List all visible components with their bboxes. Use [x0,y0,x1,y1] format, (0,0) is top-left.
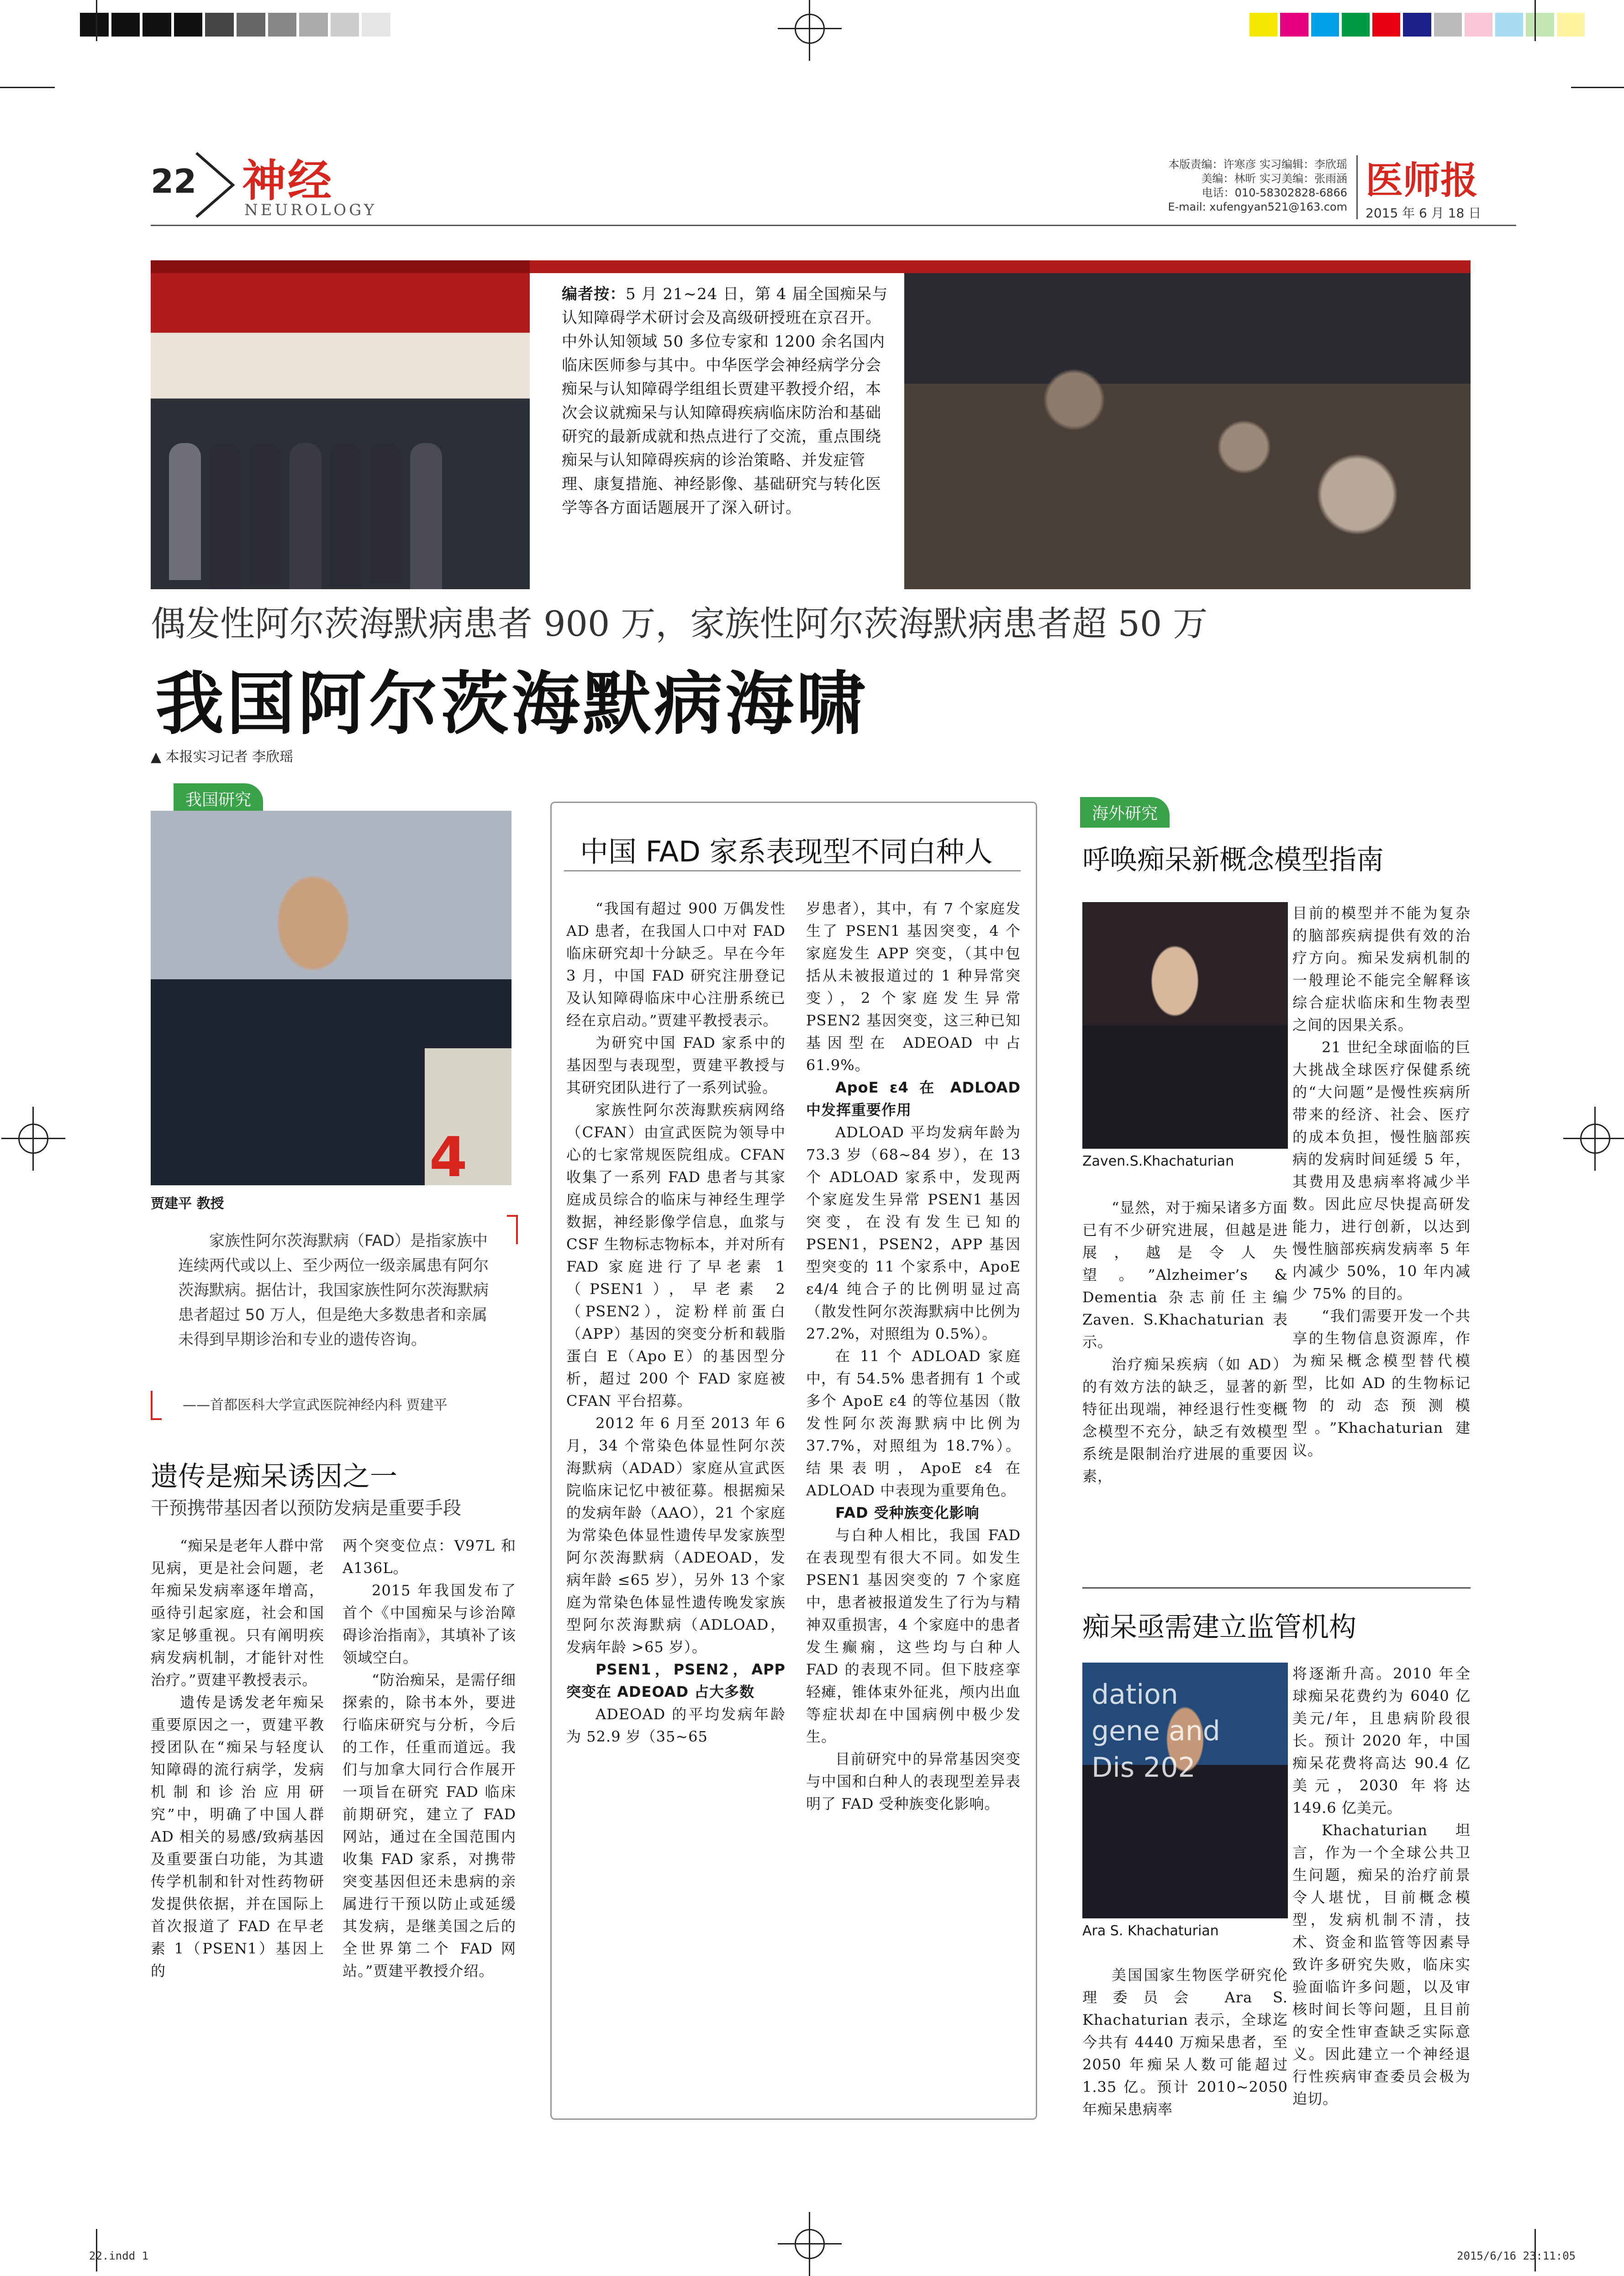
quote-bracket [151,1391,162,1420]
color-swatch [1280,13,1308,37]
paragraph: 目前的模型并不能为复杂的脑部疾病提供有效的治疗方向。痴呆发病机制的一般理论不能完全解释该综合症状临床和生物表型之间的因果关系。 [1292,904,1471,1034]
top-black-bar [80,13,390,37]
editor-note-text: 5 月 21~24 日，第 4 届全国痴呆与认知障碍学术研讨会及高级研授班在京召开。中外认知领域 50 多位专家和 1200 余名国内临床医师参与其中。中华医学会神经病学分会痴呆与认知障碍学组组长贾建平教授介绍，本次会议就痴呆与认知障碍疾病临床防治和基础研究的最新成就和热点进行了交流，重点围绕痴呆与认知障碍疾病的诊治策略、并发症管理、康复措施、神经影像、基础研究与转化医学等各方面话题展开了深入研讨。 [562,285,888,517]
paragraph: 2012 年 6 月至 2013 年 6 月，34 个常染色体显性阿尔茨海默病（ADAD）家庭从宣武医院临床记忆中被征募。根据痴呆的发病年龄（AAO），21 个家庭为常染色体显性遗传早发家族型阿尔茨海默病（ADEOAD，发病年龄 ≤65 岁），另外 13 个家庭为常染色体显性遗传晚发家族型阿尔茨海默病（ADLOAD，发病年龄 >65 岁）。 [566,1415,786,1656]
color-swatch [1372,13,1400,37]
sub-headline: 偶发性阿尔茨海默病患者 900 万，家族性阿尔茨海默病患者超 50 万 [151,603,1208,644]
color-calibration-bar [1247,13,1585,37]
chevron-icon [192,148,242,222]
color-swatch [1495,13,1523,37]
ara-khachaturian-photo: dation gene and Dis 202 [1082,1663,1288,1918]
paragraph: 在 11 个 ADLOAD 家庭中，有 54.5% 患者拥有 1 个或多个 ApoE ε4 的等位基因（散发性阿尔茨海默病中比例为 37.7%，对照组为 18.7%）。结果表明，ApoE ε4 在 ADLOAD 中表现为重要角色。 [806,1347,1021,1499]
photo-caption: 贾建平 教授 [151,1196,224,1212]
newspaper-logo: 医师报 [1366,158,1478,202]
credit-line: 本版责编：许寒彦 实习编辑：李欣瑶 [1168,158,1347,171]
color-swatch [1434,13,1462,37]
paragraph: 与白种人相比，我国 FAD 在表现型有很大不同。如发生 PSEN1 基因突变的 7 个家庭中，患者被报道发生了行为与精神双重损害，4 个家庭中的患者发生癫痫，这些均与白种人 FAD 的表现不同。但下肢痉挛轻瘫，锥体束外征兆，颅内出血等症状却在中国病例中极少发生。 [806,1526,1021,1745]
registration-mark-left [18,1124,48,1154]
paragraph: 岁患者），其中，有 7 个家庭发生了 PSEN1 基因突变，4 个家庭发生 APP 突变，（其中包括从未被报道过的 1 种异常突变），2 个家庭发生异常 PSEN2 基因突变，这三种已知基因型在 ADEOAD 中占 61.9%。 [806,900,1021,1074]
quote-bracket [507,1215,518,1244]
overseas-research-tag: 海外研究 [1080,797,1170,828]
registration-mark-right [1580,1124,1610,1154]
fad-column-2 [806,898,1021,1815]
registration-mark-bottom [795,2229,825,2259]
crop-mark [96,0,97,41]
credit-line: E-mail: xufengyan521@163.com [1168,201,1347,213]
domestic-research-tag: 我国研究 [174,783,263,814]
paragraph: 遗传是诱发老年痴呆重要原因之一，贾建平教授团队在“痴呆与轻度认知障碍的流行病学，发病机制和诊治应用研究”中，明确了中国人群 AD 相关的易感/致病基因及重要蛋白功能，为其遗传学机制和针对性药物研发提供依据，并在国际上首次报道了 FAD 在早老素 1（PSEN1）基因上的 [151,1694,324,1980]
crop-mark [1571,87,1624,88]
paragraph: 2015 年我国发布了首个《中国痴呆与诊治障碍诊治指南》，其填补了该领域空白。 [343,1582,517,1666]
overseas-column-left [1082,1197,1288,1488]
footer-timestamp: 2015/6/16 23:11:05 [1457,2250,1576,2262]
zaven-khachaturian-photo [1082,902,1288,1149]
photo-caption: Ara S. Khachaturian [1082,1923,1219,1939]
paragraph: 为研究中国 FAD 家系中的基因型与表现型，贾建平教授与其研究团队进行了一系列试验。 [566,1034,786,1096]
registration-mark-top [795,14,825,44]
regulation-column-left [1082,1964,1288,2121]
photo-caption: Zaven.S.Khachaturian [1082,1153,1234,1169]
issue-date: 2015 年 6 月 18 日 [1366,206,1482,221]
paragraph: 家族性阿尔茨海默疾病网络（CFAN）由宣武医院为领导中心的七家常规医院组成。CFAN 收集了一系列 FAD 患者与其家庭成员综合的临床与神经生理学数据，神经影像学信息，血浆与 CSF 生物标志物标本，并对所有 FAD 家庭进行了早老素 1（PSEN1），早老素 2（PSEN2），淀粉样前蛋白（APP）基因的突变分析和载脂蛋白 E（Apo E）的基因型分析，超过 200 个 FAD 家庭被 CFAN 平台招募。 [566,1101,786,1410]
regulation-column-right [1292,1663,1471,2110]
paragraph: 21 世纪全球面临的巨大挑战全球医疗保健系统的“大问题”是慢性疾病所带来的经济、社会、医疗的成本负担，慢性脑部疾病的发病时间延缓 5 年，其费用及患病率将减少半数。因此应尽快提高研发能力，进行创新，以达到慢性脑部疾病发病率 5 年内减少 50%，10 年内减少 75% 的目的。 [1292,1039,1471,1302]
fad-column-1 [566,898,786,1748]
color-swatch [1342,13,1370,37]
crop-mark [1534,0,1536,41]
bold-subheading: PSEN1，PSEN2，APP 突变在 ADEOAD 占大多数 [566,1661,786,1700]
color-swatch [1526,13,1554,37]
genetics-column-2 [343,1535,516,1982]
page-number: 22 [151,162,197,201]
genetics-subtitle: 干预携带基因者以预防发病是重要手段 [151,1498,461,1519]
editor-note-box [530,260,904,589]
genetics-title: 遗传是痴呆诱因之一 [151,1461,397,1493]
bold-subheading: ApoE ε4 在 ADLOAD 中发挥重要作用 [806,1079,1021,1119]
paragraph: Khachaturian 坦言，作为一个全球公共卫生问题，痴呆的治疗前景令人堪忧，目前概念模型，发病机制不清，技术、资金和监管等因素导致许多研究失败，临床实验面临许多问题，以及审核时间长等问题，且目前的安全性审查缺乏实际意义。因此建立一个神经退行性疾病审查委员会极为迫切。 [1292,1822,1471,2107]
color-swatch [1403,13,1431,37]
conference-podium-photo [151,260,530,589]
credit-line: 电话：010-58302828-6866 [1202,186,1347,199]
fad-title: 中国 FAD 家系表现型不同白种人 [580,835,993,868]
color-swatch [1250,13,1277,37]
editor-note-label: 编者按： [562,285,626,303]
paragraph: “我国有超过 900 万偶发性 AD 患者，在我国人口中对 FAD 临床研究却十分缺乏。早在今年 3 月，中国 FAD 研究注册登记及认知障碍临床中心注册系统已经在京启动。”贾建平教授表示。 [566,900,786,1029]
color-swatch [1311,13,1339,37]
credits-block [1078,158,1347,214]
crop-mark [0,87,55,88]
paragraph: 美国国家生物医学研究伦理委员会 Ara S. Khachaturian 表示，全球迄今共有 4440 万痴呆患者，至 2050 年痴呆人数可能超过 1.35 亿。预计 2010~2050 年痴呆患病率 [1082,1966,1288,2118]
paragraph: 目前研究中的异常基因突变与中国和白种人的表现型差异表明了 FAD 受种族变化影响。 [806,1750,1021,1812]
header-divider [1356,155,1358,219]
domestic-quote: 家族性阿尔茨海默病（FAD）是指家族中连续两代或以上、至少两位一级亲属患有阿尔茨海默病。据估计，我国家族性阿尔茨海默病患者超过 50 万人，但是绝大多数患者和亲属未得到早期诊治和专业的遗传咨询。 [178,1232,489,1349]
section-title: 神经 [242,155,333,206]
jia-jianping-photo: 4 [151,811,511,1185]
paragraph: “显然，对于痴呆诸多方面已有不少研究进展，但越是进展，越是令人失望。”Alzheimer’s & Dementia 杂志前任主编 Zaven. S.Khachaturian 表示。 [1082,1199,1288,1351]
genetics-column-1 [151,1535,324,1982]
paragraph: “防治痴呆，是需仔细探索的，除书本外，要进行临床研究与分析，今后的工作，任重而道远。我们与加拿大同行合作展开一项旨在研究 FAD 临床前期研究，建立了 FAD 网站，通过在全国范围内收集 FAD 家系，对携带突变基因但还未患病的亲属进行干预以防止或延缓其发病，是继美国之后的全世界第二个 FAD 网站。”贾建平教授介绍。 [343,1671,516,1980]
color-swatch [1557,13,1585,37]
audience-photo [904,260,1471,589]
color-swatch [1465,13,1492,37]
paragraph: “痴呆是老年人群中常见病，更是社会问题，老年痴呆发病率逐年增高，亟待引起家庭，社会和国家足够重视。只有阐明疾病发病机制，才能针对性治疗。”贾建平教授表示。 [151,1537,324,1689]
section-subtitle: NEUROLOGY [244,201,377,219]
quote-source: ——首都医科大学宣武医院神经内科 贾建平 [183,1397,448,1413]
paragraph: 将逐渐升高。2010 年全球痴呆花费约为 6040 亿美元/年，且患病阶段很长。预计 2020 年，中国痴呆花费将高达 90.4 亿美元，2030 年将达 149.6 亿美元。 [1292,1665,1471,1817]
paragraph: ADEOAD 的平均发病年龄为 52.9 岁（35~65 [566,1706,786,1745]
paragraph: ADLOAD 平均发病年龄为 73.3 岁（68~84 岁），在 13 个 ADLOAD 家系中，发现两个家庭发生异常 PSEN1 基因突变，在没有发生已知的 PSEN1，PSEN2，APP 基因型突变的 11 个家系中，ApoE ε4/4 纯合子的比例明显过高（散发性阿尔茨海默病中比例为 27.2%，对照组为 0.5%）。 [806,1124,1021,1342]
footer-file: 22.indd 1 [89,2250,149,2262]
credit-line: 美编：林昕 实习美编：张雨涵 [1201,172,1347,185]
fad-title-rule [564,870,1021,871]
paragraph: 治疗痴呆疾病（如 AD）的有效方法的缺乏，显著的新特征出现端，神经退行性变概念模型不充分，缺乏有效模型系统是限制治疗进展的重要因素， [1082,1356,1288,1485]
overseas-title: 呼唤痴呆新概念模型指南 [1082,844,1384,876]
main-headline: 我国阿尔茨海默病海啸 [155,665,868,744]
paragraph: “我们需要开发一个共享的生物信息资源库，作为痴呆概念模型替代模型，比如 AD 的生物标记物的动态预测模型。”Khachaturian 建议。 [1292,1307,1471,1459]
paragraph: 两个突变位点：V97L 和 A136L。 [343,1537,516,1577]
byline: ▲ 本报实习记者 李欣瑶 [151,749,294,765]
header-rule [151,225,1516,226]
section-divider [1082,1587,1471,1589]
overseas-column-right [1292,902,1471,1462]
bold-subheading: FAD 受种族变化影响 [835,1504,980,1521]
regulation-title: 痴呆亟需建立监管机构 [1082,1611,1356,1643]
